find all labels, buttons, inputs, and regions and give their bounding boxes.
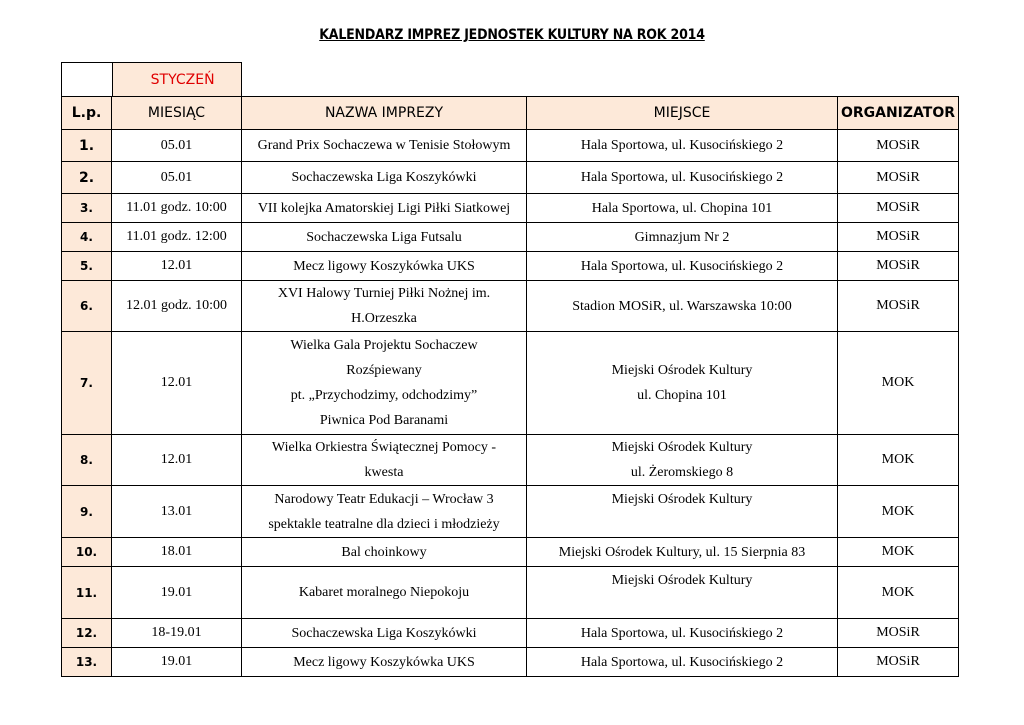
name-line: Bal choinkowy [341, 544, 427, 560]
header-name: NAZWA IMPREZY [242, 97, 527, 130]
event-place [527, 252, 838, 281]
event-date: 12.01 [112, 435, 242, 486]
place-line: Miejski Ośrodek Kultury [611, 363, 753, 378]
event-name [242, 332, 527, 435]
place-line: Miejski Ośrodek Kultury [611, 440, 753, 455]
row-number: 5. [62, 252, 112, 281]
event-place [527, 567, 838, 619]
name-line: XVI Halowy Turniej Piłki Nożnej im. [277, 286, 491, 301]
place-line [529, 593, 835, 618]
place-line: Miejski Ośrodek Kultury, ul. 15 Sierpnia 83 [558, 544, 806, 560]
event-organizer: MOSiR [838, 252, 959, 281]
month-label: STYCZEŃ [113, 63, 242, 97]
table-row [62, 538, 959, 567]
table-row [62, 194, 959, 223]
event-place [527, 538, 838, 567]
month-header-blank [62, 63, 113, 97]
table-row [62, 619, 959, 648]
name-line: Mecz ligowy Koszykówka UKS [293, 654, 475, 670]
table-row [62, 648, 959, 677]
event-date: 12.01 [112, 252, 242, 281]
place-line: Hala Sportowa, ul. Kusocińskiego 2 [580, 258, 784, 274]
place-line: ul. Chopina 101 [637, 388, 727, 403]
document-title: KALENDARZ IMPREZ JEDNOSTEK KULTURY NA ROK 2014 [319, 27, 705, 43]
event-date: 19.01 [112, 648, 242, 677]
event-place [527, 223, 838, 252]
row-number: 8. [62, 435, 112, 486]
header-place: MIEJSCE [527, 97, 838, 130]
place-line: Stadion MOSiR, ul. Warszawska 10:00 [572, 298, 792, 314]
place-line: Hala Sportowa, ul. Kusocińskiego 2 [580, 170, 784, 185]
name-line: Wielka Orkiestra Świątecznej Pomocy - [271, 440, 497, 455]
row-number: 12. [62, 619, 112, 648]
row-number: 4. [62, 223, 112, 252]
event-place [527, 619, 838, 648]
event-date: 12.01 godz. 10:00 [112, 281, 242, 332]
name-line: Rozśpiewany [346, 363, 422, 378]
event-name [242, 223, 527, 252]
name-line: Grand Prix Sochaczewa w Tenisie Stołowym [257, 138, 511, 153]
event-name [242, 194, 527, 223]
table-row [62, 252, 959, 281]
event-name [242, 130, 527, 162]
event-place [527, 332, 838, 435]
event-name [242, 281, 527, 332]
header-organizer: ORGANIZATOR [838, 97, 959, 130]
event-date: 12.01 [112, 332, 242, 435]
event-name [242, 486, 527, 538]
table-row [62, 486, 959, 538]
place-line: Miejski Ośrodek Kultury [611, 572, 753, 588]
name-line: Wielka Gala Projektu Sochaczew [290, 338, 478, 353]
place-line [529, 512, 835, 537]
row-number: 2. [62, 162, 112, 194]
table-header-row [62, 97, 959, 130]
name-line: kwesta [364, 465, 404, 480]
row-number: 7. [62, 332, 112, 435]
event-date: 19.01 [112, 567, 242, 619]
place-line: Hala Sportowa, ul. Kusocińskiego 2 [580, 654, 784, 670]
event-name [242, 435, 527, 486]
table-row [62, 567, 959, 619]
event-date: 18-19.01 [112, 619, 242, 648]
event-date: 05.01 [112, 162, 242, 194]
event-organizer: MOSiR [838, 162, 959, 194]
event-name [242, 619, 527, 648]
event-date: 05.01 [112, 130, 242, 162]
event-date: 13.01 [112, 486, 242, 538]
table-row [62, 223, 959, 252]
name-line: Sochaczewska Liga Koszykówki [291, 625, 477, 641]
name-line: pt. „Przychodzimy, odchodzimy” [290, 388, 478, 403]
name-line: VII kolejka Amatorskiej Ligi Piłki Siatkowej [257, 200, 511, 216]
row-number: 13. [62, 648, 112, 677]
event-name [242, 567, 527, 619]
event-date: 11.01 godz. 12:00 [112, 223, 242, 252]
place-line: Gimnazjum Nr 2 [634, 229, 730, 245]
name-line: Narodowy Teatr Edukacji – Wrocław 3 [274, 491, 494, 507]
name-line: Piwnica Pod Baranami [319, 413, 449, 428]
event-organizer: MOK [838, 567, 959, 619]
event-place [527, 435, 838, 486]
row-number: 3. [62, 194, 112, 223]
event-organizer: MOK [838, 435, 959, 486]
event-place [527, 194, 838, 223]
row-number: 6. [62, 281, 112, 332]
event-organizer: MOSiR [838, 223, 959, 252]
row-number: 1. [62, 130, 112, 162]
event-organizer: MOK [838, 538, 959, 567]
table-row [62, 281, 959, 332]
name-line: Sochaczewska Liga Koszykówki [291, 170, 477, 185]
row-number: 11. [62, 567, 112, 619]
table-body [62, 130, 959, 677]
name-line: Sochaczewska Liga Futsalu [306, 229, 462, 245]
event-name [242, 648, 527, 677]
event-place [527, 281, 838, 332]
header-month: MIESIĄC [112, 97, 242, 130]
place-line: Miejski Ośrodek Kultury [611, 491, 753, 507]
name-line: Mecz ligowy Koszykówka UKS [293, 258, 475, 274]
place-line: Hala Sportowa, ul. Chopina 101 [591, 200, 773, 216]
event-organizer: MOSiR [838, 648, 959, 677]
event-place [527, 648, 838, 677]
table-row [62, 162, 959, 194]
event-place [527, 130, 838, 162]
place-line: Hala Sportowa, ul. Kusocińskiego 2 [580, 625, 784, 641]
event-organizer: MOSiR [838, 130, 959, 162]
event-date: 11.01 godz. 10:00 [112, 194, 242, 223]
event-organizer: MOSiR [838, 619, 959, 648]
month-header [61, 62, 242, 98]
header-lp: L.p. [62, 97, 112, 130]
event-place [527, 486, 838, 538]
name-line: H.Orzeszka [351, 311, 417, 326]
event-organizer: MOK [838, 332, 959, 435]
name-line: spektakle teatralne dla dzieci i młodzieży [268, 516, 500, 532]
name-line: Kabaret moralnego Niepokoju [298, 585, 470, 600]
event-name [242, 538, 527, 567]
event-place [527, 162, 838, 194]
table-row [62, 130, 959, 162]
table-row [62, 332, 959, 435]
event-organizer: MOK [838, 486, 959, 538]
event-name [242, 162, 527, 194]
event-organizer: MOSiR [838, 194, 959, 223]
row-number: 9. [62, 486, 112, 538]
event-organizer: MOSiR [838, 281, 959, 332]
event-name [242, 252, 527, 281]
table-row [62, 435, 959, 486]
place-line: Hala Sportowa, ul. Kusocińskiego 2 [580, 138, 784, 153]
events-table [61, 96, 959, 677]
event-date: 18.01 [112, 538, 242, 567]
place-line: ul. Żeromskiego 8 [630, 465, 734, 480]
row-number: 10. [62, 538, 112, 567]
